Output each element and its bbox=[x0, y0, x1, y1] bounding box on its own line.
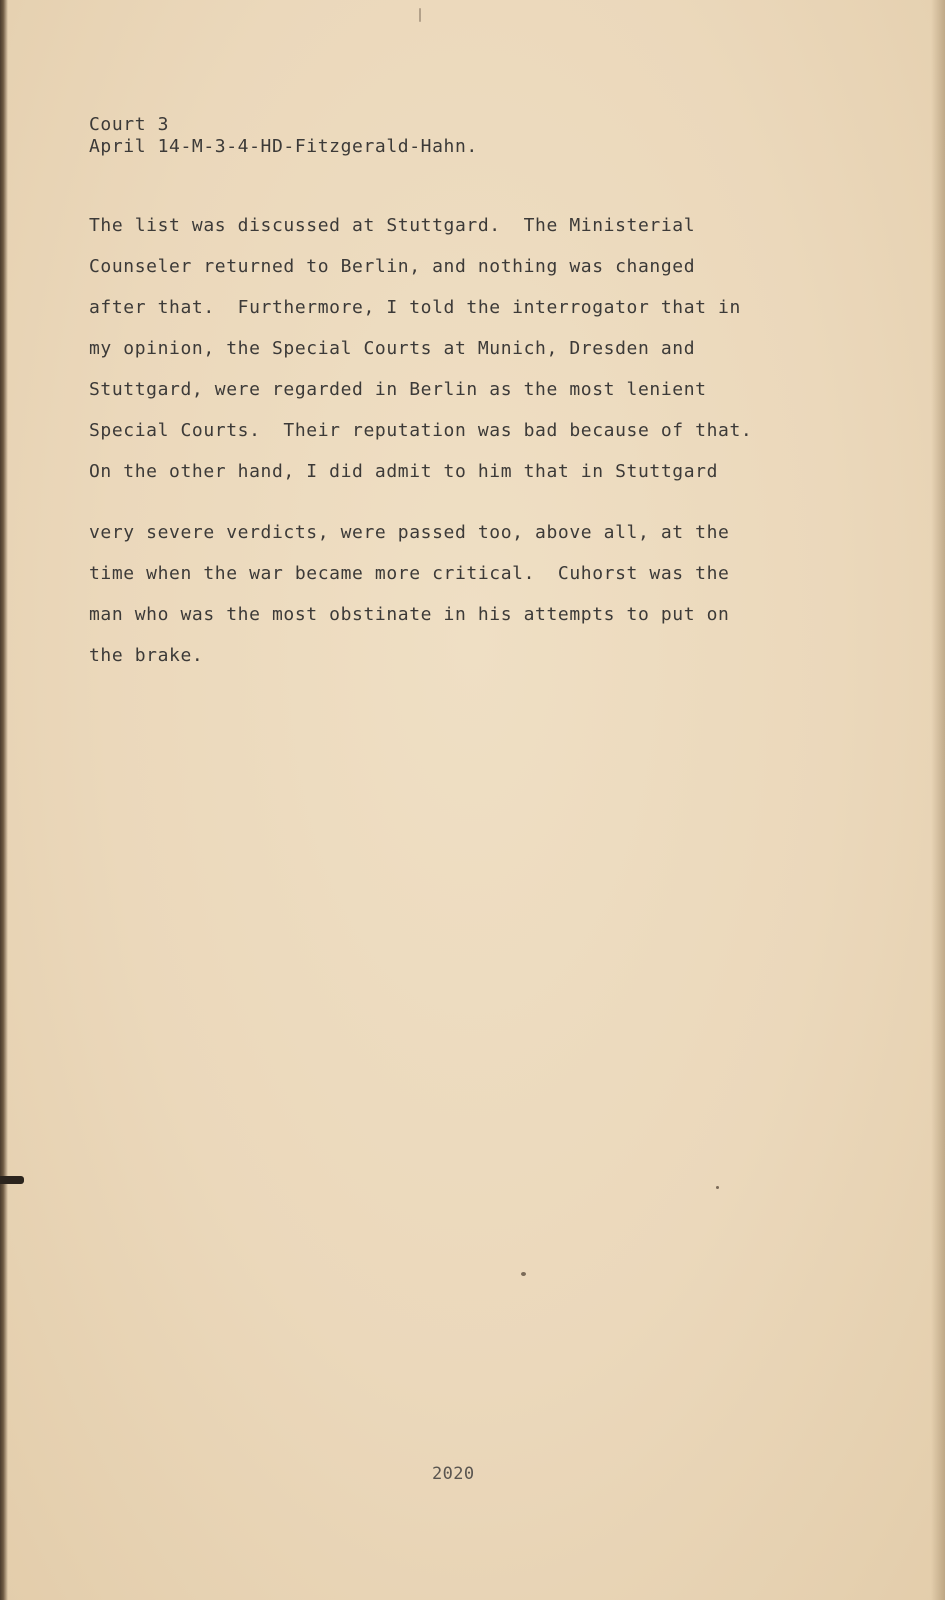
text-line: time when the war became more critical. Cuhorst was the bbox=[89, 563, 730, 584]
text-line: The list was discussed at Stuttgard. The Ministerial bbox=[89, 215, 696, 236]
session-reference-line: April 14-M-3-4-HD-Fitzgerald-Hahn. bbox=[89, 136, 478, 157]
text-line: Stuttgard, were regarded in Berlin as the most lenient bbox=[89, 379, 707, 400]
text-line: the brake. bbox=[89, 645, 204, 666]
court-line: Court 3 bbox=[89, 114, 170, 135]
text-line: Counseler returned to Berlin, and nothing was changed bbox=[89, 256, 696, 277]
paper-speck bbox=[521, 1272, 526, 1276]
text-line: man who was the most obstinate in his attempts to put on bbox=[89, 604, 730, 625]
text-line: my opinion, the Special Courts at Munich, Dresden and bbox=[89, 338, 696, 359]
text-line: very severe verdicts, were passed too, above all, at the bbox=[89, 522, 730, 543]
page-number: 2020 bbox=[432, 1464, 475, 1484]
paragraph-2 bbox=[89, 522, 909, 686]
text-line: Special Courts. Their reputation was bad because of that. bbox=[89, 420, 753, 441]
binder-clip-mark bbox=[0, 1176, 24, 1184]
paper-speck bbox=[419, 8, 421, 22]
text-line: after that. Furthermore, I told the interrogator that in bbox=[89, 297, 741, 318]
document-header bbox=[89, 114, 478, 158]
paragraph-1 bbox=[89, 215, 909, 502]
paper-speck bbox=[716, 1186, 719, 1189]
text-line: On the other hand, I did admit to him that in Stuttgard bbox=[89, 461, 719, 482]
